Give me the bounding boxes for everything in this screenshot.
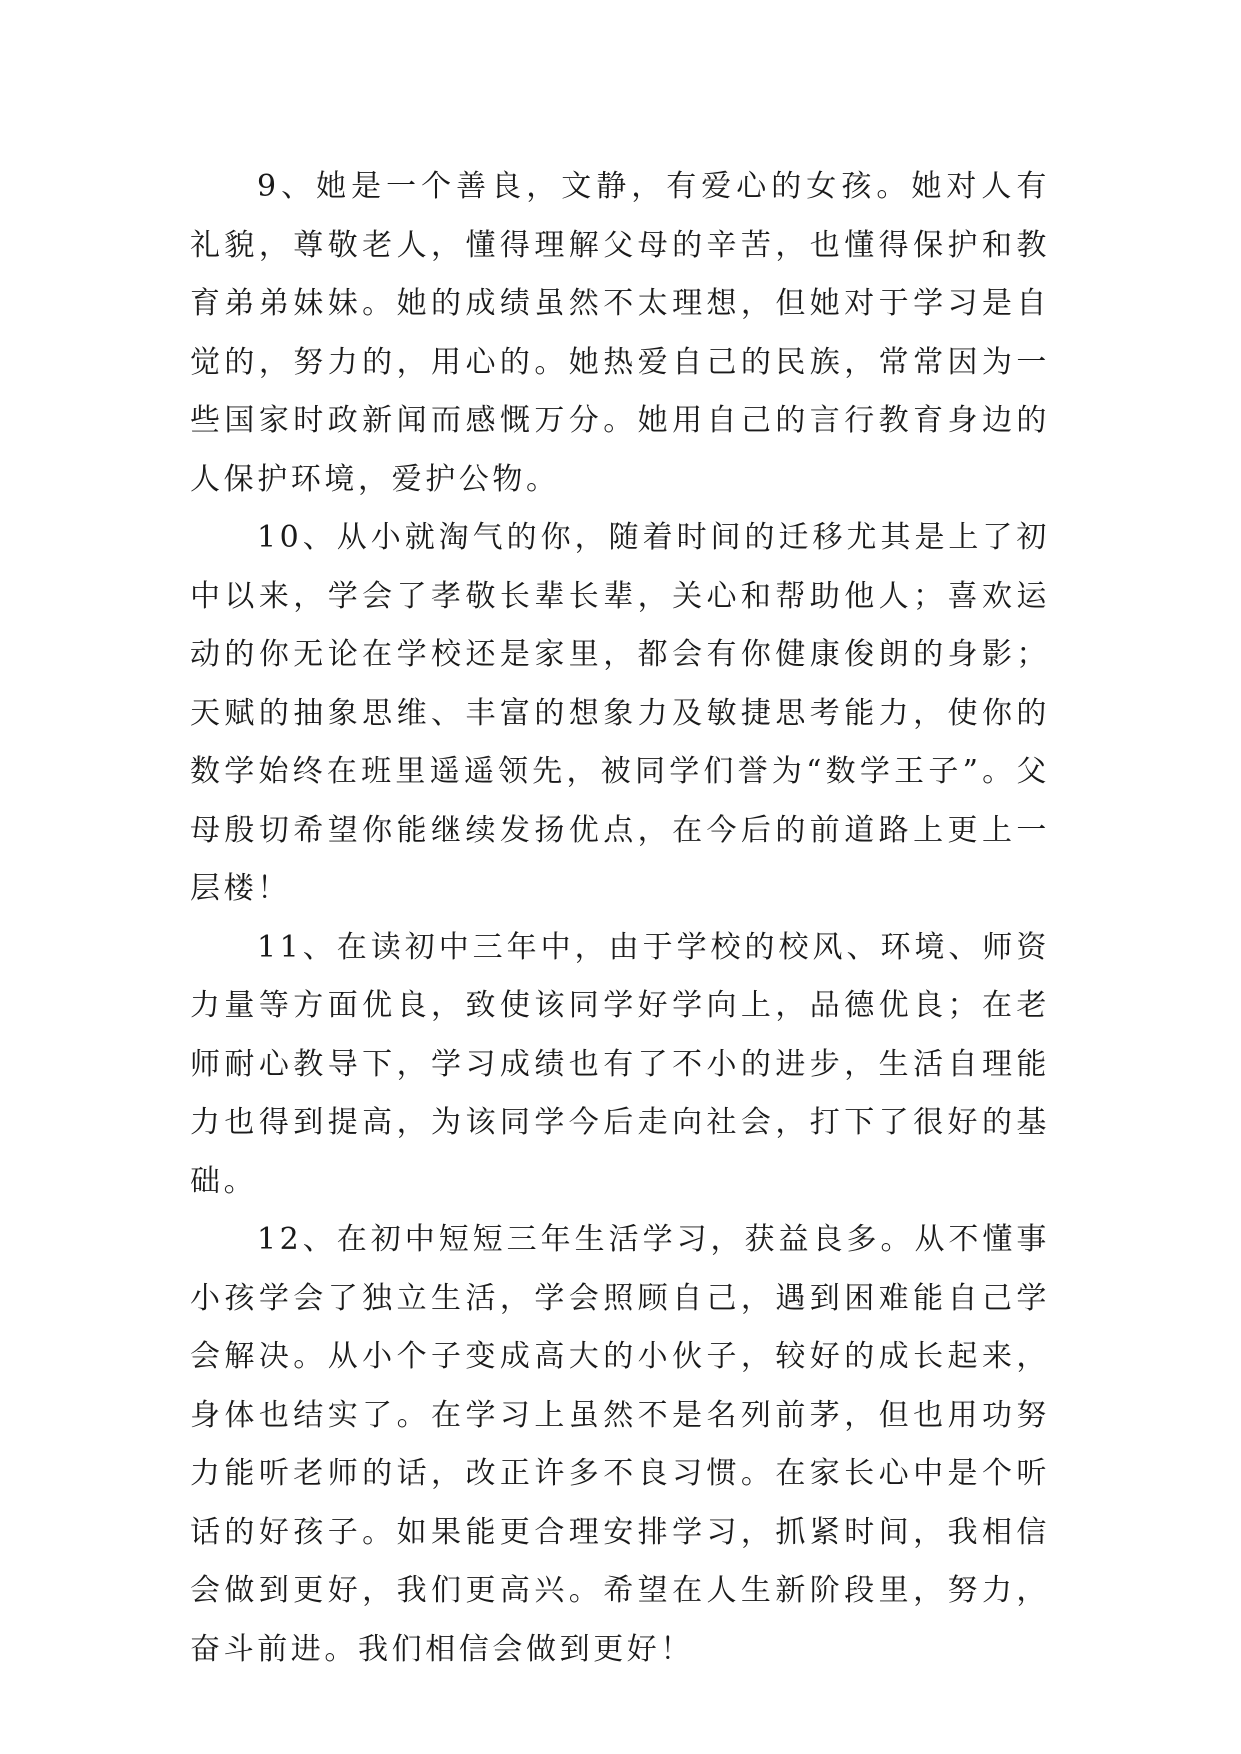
paragraph-12: 12、在初中短短三年生活学习，获益良多。从不懂事小孩学会了独立生活，学会照顾自己，遇到困难能自己学会解决。从小个子变成高大的小伙子，较好的成长起来，身体也结实了。在学习上虽然不是名列前茅，但也用功努力能听老师的话，改正许多不良习惯。在家长心中是个听话的好孩子。如果能更合理安排学习，抓紧时间，我相信会做到更好，我们更高兴。希望在人生新阶段里，努力，奋斗前进。我们相信会做到更好！ — [190, 1222, 1050, 1667]
paragraph-10: 10、从小就淘气的你，随着时间的迁移尤其是上了初中以来，学会了孝敬长辈长辈，关心和帮助他人；喜欢运动的你无论在学校还是家里，都会有你健康俊朗的身影；天赋的抽象思维、丰富的想象力及敏捷思考能力，使你的数学始终在班里遥遥领先，被同学们誉为“数学王子”。父母殷切希望你能继续发扬优点，在今后的前道路上更上一层楼！ — [190, 520, 1050, 906]
paragraph-9: 9、她是一个善良，文静，有爱心的女孩。她对人有礼貌，尊敬老人，懂得理解父母的辛苦，也懂得保护和教育弟弟妹妹。她的成绩虽然不太理想，但她对于学习是自觉的，努力的，用心的。她热爱自己的民族，常常因为一些国家时政新闻而感慨万分。她用自己的言行教育身边的人保护环境，爱护公物。 — [190, 169, 1050, 497]
document-body — [190, 158, 1050, 1679]
paragraph-11: 11、在读初中三年中，由于学校的校风、环境、师资力量等方面优良，致使该同学好学向上，品德优良；在老师耐心教导下，学习成绩也有了不小的进步，生活自理能力也得到提高，为该同学今后走向社会，打下了很好的基础。 — [190, 929, 1050, 1199]
